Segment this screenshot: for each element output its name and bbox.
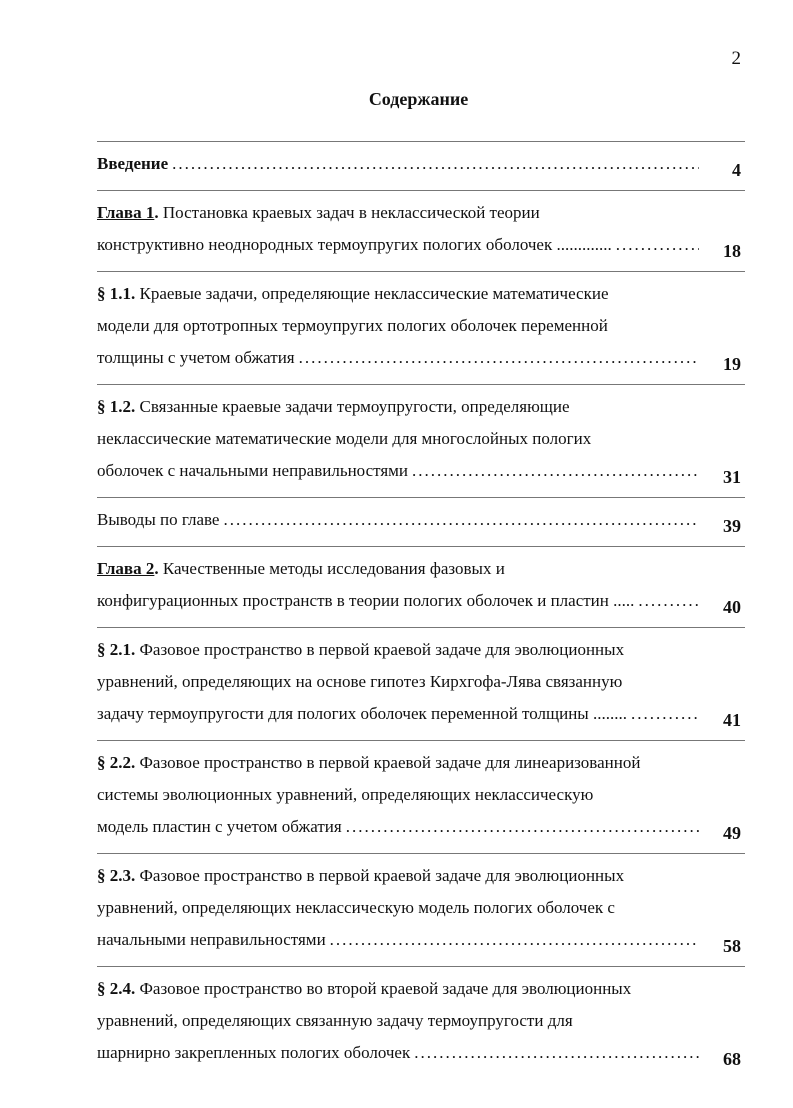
toc-page-number: 68	[723, 1049, 741, 1069]
toc-entry[interactable]	[97, 384, 745, 497]
toc-entry-text: Фазовое пространство в первой краевой задаче для линеаризованной	[135, 753, 641, 772]
dot-leader	[634, 585, 699, 617]
toc-entry-text: Выводы по главе	[97, 510, 220, 529]
toc-entry-line	[97, 391, 699, 423]
toc-entry-text: неклассические математические модели для многослойных пологих	[97, 429, 592, 448]
toc-entry-line	[97, 197, 699, 229]
toc-entry[interactable]	[97, 853, 745, 966]
table-of-contents	[97, 141, 745, 1079]
toc-entry[interactable]	[97, 546, 745, 627]
toc-entry-line	[97, 423, 699, 455]
toc-page-number: 39	[723, 516, 741, 536]
toc-entry-line	[97, 229, 699, 261]
toc-entry-prefix: § 2.2.	[97, 753, 136, 772]
toc-page-number: 58	[723, 936, 741, 956]
toc-page-number: 19	[723, 354, 741, 374]
toc-page-number: 31	[723, 467, 741, 487]
dot-leader	[295, 342, 699, 374]
toc-title: Содержание	[368, 89, 469, 109]
toc-entry-text: шарнирно закрепленных пологих оболочек	[97, 1043, 411, 1062]
toc-entry-text: Фазовое пространство в первой краевой задаче для эволюционных	[135, 640, 625, 659]
toc-entry-line	[97, 924, 699, 956]
toc-entry-prefix: § 2.3.	[97, 866, 136, 885]
toc-entry-prefix: § 2.1.	[97, 640, 136, 659]
toc-entry[interactable]	[97, 141, 745, 190]
toc-page-number: 40	[723, 597, 741, 617]
toc-entry-text: .	[154, 203, 159, 222]
toc-entry-line	[97, 779, 699, 811]
toc-entry-line	[97, 860, 699, 892]
toc-entry-line	[97, 504, 699, 536]
toc-entry-prefix: § 1.2.	[97, 397, 136, 416]
toc-entry-text-rest: Постановка краевых задач в неклассической теории	[158, 203, 540, 222]
toc-entry-text: уравнений, определяющих на основе гипотез Кирхгофа-Лява связанную	[97, 672, 623, 691]
toc-entry-text: Связанные краевые задачи термоупругости, определяющие	[135, 397, 570, 416]
toc-entry-line	[97, 666, 699, 698]
toc-entry-line	[97, 698, 699, 730]
toc-entry-text: модель пластин с учетом обжатия	[97, 817, 342, 836]
toc-entry-text: уравнений, определяющих связанную задачу термоупругости для	[97, 1011, 573, 1030]
toc-entry-prefix: Глава 1	[97, 203, 155, 222]
dot-leader	[168, 148, 699, 180]
toc-entry[interactable]	[97, 497, 745, 546]
dot-leader	[408, 455, 699, 487]
toc-page-number: 49	[723, 823, 741, 843]
dot-leader	[219, 504, 699, 536]
toc-entry-text: .	[154, 559, 159, 578]
toc-entry-text: Фазовое пространство во второй краевой задаче для эволюционных	[135, 979, 632, 998]
toc-entry-text: конструктивно неоднородных термоупругих пологих оболочек .............	[97, 235, 612, 254]
toc-entry-line	[97, 278, 699, 310]
toc-entry-text: Фазовое пространство в первой краевой задаче для эволюционных	[135, 866, 625, 885]
toc-page-number: 18	[723, 241, 741, 261]
toc-entry-text: толщины с учетом обжатия	[97, 348, 295, 367]
dot-leader	[410, 1037, 699, 1069]
toc-entry-line	[97, 1005, 699, 1037]
toc-entry-text-rest: Качественные методы исследования фазовых и	[158, 559, 505, 578]
toc-entry-text: начальными неправильностями	[97, 930, 326, 949]
dot-leader	[612, 229, 699, 261]
toc-entry-line	[97, 973, 699, 1005]
toc-entry-text: оболочек с начальными неправильностями	[97, 461, 409, 480]
toc-entry-line	[97, 310, 699, 342]
toc-entry-line	[97, 892, 699, 924]
toc-entry-line	[97, 148, 699, 180]
page-number: 2	[731, 48, 741, 69]
toc-entry-text: модели для ортотропных термоупругих пологих оболочек переменной	[97, 316, 608, 335]
toc-entry-line	[97, 585, 699, 617]
toc-entry-text: Краевые задачи, определяющие неклассические математические	[135, 284, 609, 303]
toc-page-number: 41	[723, 710, 741, 730]
toc-entry-text: конфигурационных пространств в теории пологих оболочек и пластин .....	[97, 591, 635, 610]
toc-entry-line	[97, 1037, 699, 1069]
toc-entry-prefix: Введение	[97, 154, 169, 173]
toc-entry-text: уравнений, определяющих неклассическую модель пологих оболочек с	[97, 898, 615, 917]
toc-entry[interactable]	[97, 190, 745, 271]
toc-entry-prefix: § 2.4.	[97, 979, 136, 998]
toc-entry-line	[97, 553, 699, 585]
toc-entry-line	[97, 342, 699, 374]
toc-entry-prefix: Глава 2	[97, 559, 155, 578]
toc-entry[interactable]	[97, 740, 745, 853]
toc-entry-line	[97, 634, 699, 666]
toc-entry-text: системы эволюционных уравнений, определяющих неклассическую	[97, 785, 594, 804]
toc-entry-prefix: § 1.1.	[97, 284, 136, 303]
dot-leader	[326, 924, 699, 956]
toc-entry-line	[97, 747, 699, 779]
toc-entry[interactable]	[97, 271, 745, 384]
toc-entry[interactable]	[97, 627, 745, 740]
toc-entry-text: задачу термоупругости для пологих оболочек переменной толщины ........	[97, 704, 627, 723]
toc-page-number: 4	[732, 160, 741, 180]
toc-entry-line	[97, 811, 699, 843]
toc-entry[interactable]	[97, 966, 745, 1079]
dot-leader	[342, 811, 699, 843]
dot-leader	[627, 698, 699, 730]
toc-entry-line	[97, 455, 699, 487]
